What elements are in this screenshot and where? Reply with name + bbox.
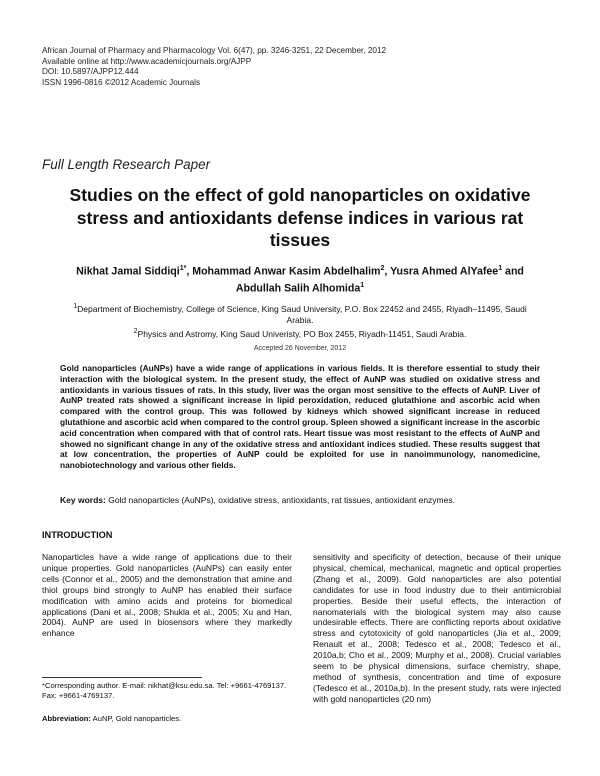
paper-type: Full Length Research Paper [42,157,211,172]
corresponding-author-footnote: *Corresponding author. E-mail: nikhat@ksu.edu.sa. Tel: +9661-4769137. Fax: +9661-4769137. [42,681,287,700]
author-list [55,262,545,295]
keywords [60,495,540,506]
author-separator: and [502,265,524,278]
journal-issn: ISSN 1996-0816 ©2012 Academic Journals [42,77,201,87]
journal-header [42,46,386,88]
paper-title: Studies on the effect of gold nanoparticles on oxidative stress and antioxidants defense indices in various rat tissues [69,185,531,250]
affiliation-number: 2 [133,327,138,335]
affiliation [60,326,540,340]
author-name: Mohammad Anwar Kasim Abdelhalim [192,265,381,278]
keywords-label: Key words: [60,495,106,505]
author-name: Abdullah Salih Alhomida [235,282,361,295]
journal-available-link[interactable]: Available online at http://www.academicjournals.org/AJPP [42,56,252,66]
introduction-heading: INTRODUCTION [42,530,113,540]
affiliation-number: 1 [73,303,78,310]
abbreviation-text: AuNP, Gold nanoparticles. [92,714,182,723]
author-name: Nikhat Jamal Siddiqi [76,265,180,278]
abbreviation-note [42,714,292,723]
affiliation [60,301,540,326]
right-column [313,552,561,705]
abstract: Gold nanoparticles (AuNPs) have a wide range of applications in various fields. It is therefore essential to study their interaction with the biological system. In the present study, the effect of AuNP was studied on oxidative stress and antioxidants in various tissues of rats. In this study, liver was the organ most sensitive to the effects of AuNP. Liver of AuNP treated rats showed a significant increase in lipid peroxidation, reduced glutathione and ascorbic acid when compared with the control group. This was followed by kidneys which showed significant increase in reduced glutathione and ascorbic acid when compared to the control group. Spleen showed a significant increase in the ascorbic acid concentration when compared with that of control rats. Heart tissue was most resistant to the effects of AuNP and showed no significant change in any of the oxidative stress and antioxidant indices studied. These results suggest that at low concentration, the properties of AuNP could be exploited for use in nanoimmunology, nanomedicine, nanobiotechnology and various other fields. [60,363,540,471]
accepted-date: Accepted 26 November, 2012 [253,345,347,352]
affiliation-text: Physics and Astromy, King Saud Univeristy, PO Box 2455, Riyadh-11451, Saudi Arabia. [137,328,467,339]
author-affiliation-number: 2 [380,265,385,272]
affiliations [60,301,540,340]
left-column [42,552,292,639]
keywords-text: Gold nanoparticles (AuNPs), oxidative stress, antioxidants, rat tissues, antioxidant enzymes. [108,495,455,505]
intro-paragraph-right: sensitivity and specificity of detection, because of their unique physical, chemical, mechanical, magnetic and optical properties (Zhang et al., 2009). Gold nanoparticles are also potential candidates for use in food industry due to their antimicrobial properties. Beside their useful effects, the interaction of nanomaterials with the biological system may also cause undesirable effects. There are conflicting reports about oxidative stress and cytotoxicity of gold nanoparticles (Jia et al., 2009; Renault et al., 2008; Tedesco et al., 2008; Tedesco et al., 2010a,b; Cho et al., 2009; Murphy et al., 2008). Crucial variables seem to be physical dimensions, surface chemistry, shape, method of synthesis, concentration and time of exposure (Tedesco et al., 2010a,b). In the present study, rats were injected with gold nanoparticles (20 nm) [313,552,561,704]
author-separator: , [186,265,193,278]
corresponding-mark: * [183,265,187,272]
footnote-divider [42,677,202,678]
author-affiliation-number: 1 [179,265,184,272]
author-affiliation-number: 1 [498,265,503,272]
author-name: Yusra Ahmed AlYafee [390,265,499,278]
author-affiliation-number: 1 [360,281,365,289]
journal-doi: DOI: 10.5897/AJPP12.444 [42,67,139,76]
affiliation-text: Department of Biochemistry, College of Science, King Saud University, P.O. Box 22452 and 2455, Riyadh–11495, Saudi Arabia. [77,303,527,325]
abbreviation-label: Abbreviation: [42,714,91,723]
journal-citation: African Journal of Pharmacy and Pharmacology Vol. 6(47), pp. 3246-3251, 22 December, 2012 [42,46,387,55]
author-separator: , [384,265,391,278]
intro-paragraph-left: Nanoparticles have a wide range of applications due to their unique properties. Gold nanoparticles (AuNPs) can easily enter cells (Connor et al., 2005) and the demonstration that amine and thiol groups bind strongly to AuNP has enabled their surface modification with amino acids and proteins for biomedical applications (Dani et al., 2008; Shukla et al., 2005; Xu and Han, 2004). AuNP are used in biosensors where they markedly enhance [42,552,292,639]
